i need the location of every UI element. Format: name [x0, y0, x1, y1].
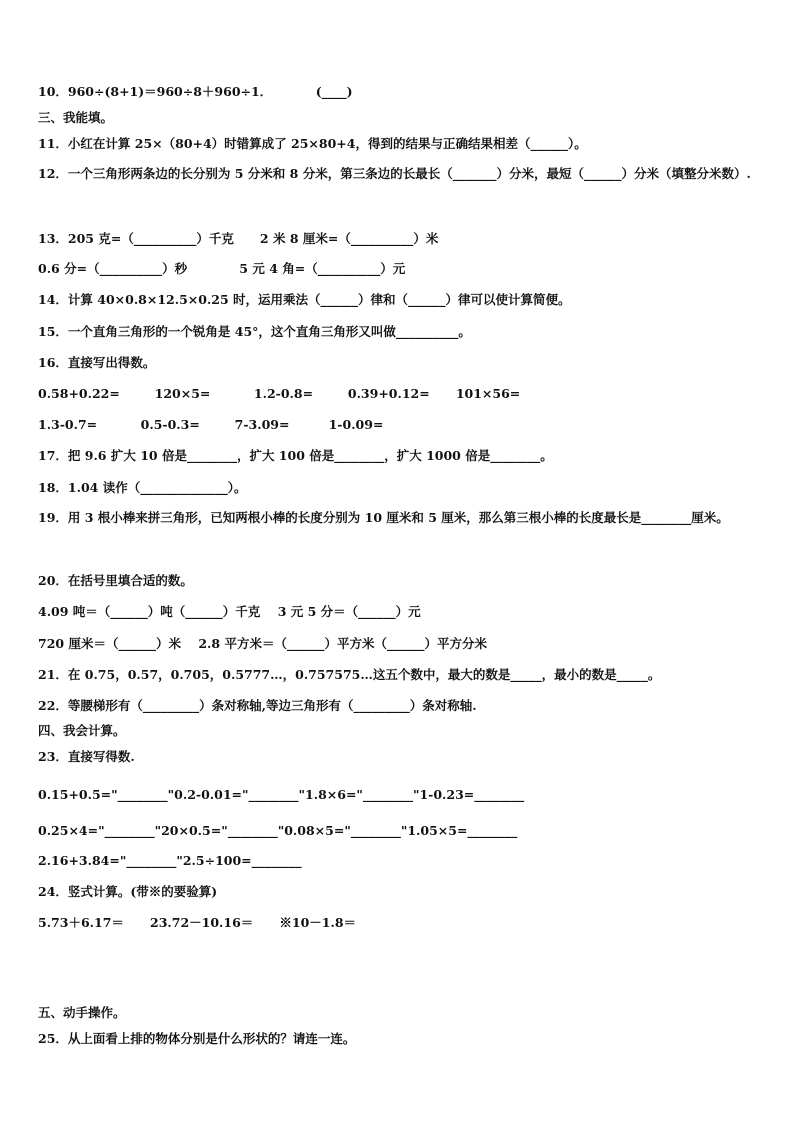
question-20-line-2: 720 厘米＝（______）米 2.8 平方米＝（______）平方米（______）平方分米 [38, 636, 487, 651]
question-25: 25．从上面看上排的物体分别是什么形状的？请连一连。 [38, 1031, 356, 1046]
question-14: 14．计算 40×0.8×12.5×0.25 时，运用乘法（______）律和（______）律可以使计算简便。 [38, 292, 571, 307]
question-16-row-2: 1.3-0.7= 0.5-0.3= 7-3.09= 1-0.09= [38, 417, 384, 432]
question-23-row-2: 0.25×4="________"20×0.5="________"0.08×5="________"1.05×5=________ [38, 823, 518, 838]
question-13-line-2: 0.6 分=（__________）秒 5 元 4 角=（__________）元 [38, 261, 406, 276]
question-24-problems: 5.73＋6.17＝ 23.72－10.16＝ ※10－1.8＝ [38, 915, 357, 930]
question-16-row-1: 0.58+0.22= 120×5= 1.2-0.8= 0.39+0.12= 101×56= [38, 386, 521, 401]
question-20: 20．在括号里填合适的数。 [38, 573, 193, 588]
question-23-row-3: 2.16+3.84="________"2.5÷100=________ [38, 853, 302, 868]
question-10: 10．960÷(8+1)＝960÷8＋960÷1． (____) [38, 84, 353, 99]
question-12: 12．一个三角形两条边的长分别为 5 分米和 8 分米，第三条边的长最长（_______）分米，最短（______）分米（填整分米数）. [38, 166, 751, 181]
question-22: 22．等腰梯形有（_________）条对称轴,等边三角形有（_________）条对称轴. [38, 698, 477, 713]
section-3-heading: 三、我能填。 [38, 110, 114, 125]
question-24: 24．竖式计算。(带※的要验算) [38, 884, 218, 899]
question-20-line-1: 4.09 吨＝（______）吨（______）千克 3 元 5 分＝（______）元 [38, 604, 421, 619]
question-17: 17．把 9.6 扩大 10 倍是________，扩大 100 倍是________，扩大 1000 倍是________。 [38, 448, 553, 463]
question-23-row-1: 0.15+0.5="________"0.2-0.01="________"1.8×6="________"1-0.23=________ [38, 787, 525, 802]
question-16: 16．直接写出得数。 [38, 355, 156, 370]
question-15: 15．一个直角三角形的一个锐角是 45°，这个直角三角形又叫做__________。 [38, 324, 471, 339]
question-13-line-1: 13．205 克=（__________）千克 2 米 8 厘米=（__________）米 [38, 231, 439, 246]
question-23: 23．直接写得数. [38, 749, 135, 764]
question-11: 11．小红在计算 25×（80+4）时错算成了 25×80+4，得到的结果与正确结果相差（______）。 [38, 136, 587, 151]
section-5-heading: 五、动手操作。 [38, 1005, 126, 1020]
section-4-heading: 四、我会计算。 [38, 723, 126, 738]
question-19: 19．用 3 根小棒来拼三角形，已知两根小棒的长度分别为 10 厘米和 5 厘米，那么第三根小棒的长度最长是________厘米。 [38, 510, 729, 525]
question-21: 21．在 0.75，0.57，0.705，0.5777…，0.757575…这五个数中，最大的数是_____，最小的数是_____。 [38, 667, 661, 682]
question-18: 18．1.04 读作（______________）。 [38, 480, 247, 495]
